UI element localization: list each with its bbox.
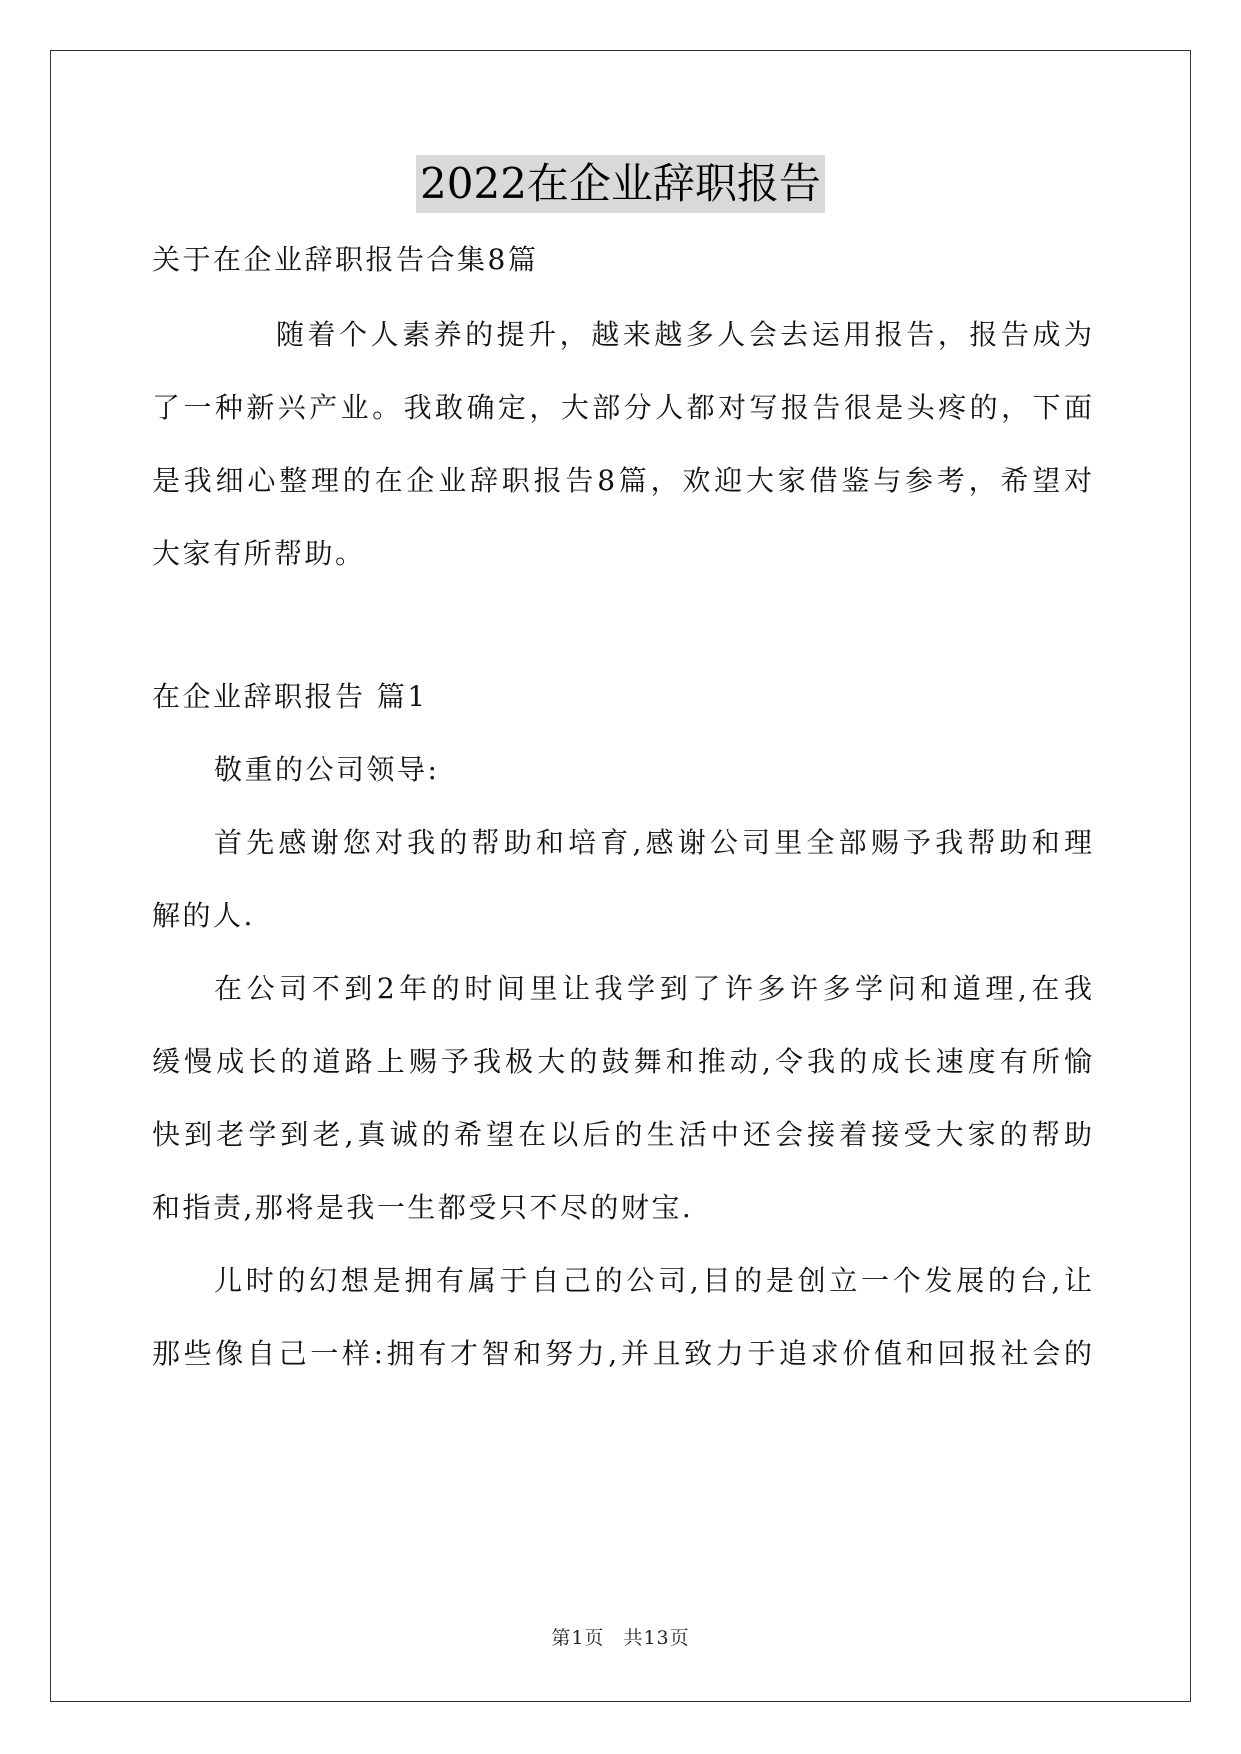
section-heading: 在企业辞职报告 篇1 [152,680,428,713]
page-total: 共13页 [623,1627,690,1649]
document-subtitle: 关于在企业辞职报告合集8篇 [152,243,539,276]
body-line-3: 在公司不到2年的时间里让我学到了许多许多学问和道理,在我 [214,972,1092,1005]
body-line-1: 首先感谢您对我的帮助和培育,感谢公司里全部赐予我帮助和理 [214,826,1092,859]
body-line-8: 那些像自己一样:拥有才智和努力,并且致力于追求价值和回报社会的 [152,1337,1092,1370]
body-line-5: 快到老学到老,真诚的希望在以后的生活中还会接着接受大家的帮助 [152,1118,1092,1151]
page-border [50,50,1191,1702]
salutation: 敬重的公司领导: [214,753,440,786]
body-line-2: 解的人. [152,899,255,932]
page-number: 第1页 [551,1627,605,1649]
title-container [0,155,1241,213]
body-line-4: 缓慢成长的道路上赐予我极大的鼓舞和推动,令我的成长速度有所愉 [152,1045,1092,1078]
intro-line-2: 了一种新兴产业。我敢确定，大部分人都对写报告很是头疼的，下面 [152,391,1092,424]
intro-line-1: 随着个人素养的提升，越来越多人会去运用报告，报告成为 [276,318,1092,351]
page-footer [0,1625,1241,1651]
intro-line-3: 是我细心整理的在企业辞职报告8篇，欢迎大家借鉴与参考，希望对 [152,464,1092,497]
body-line-6: 和指责,那将是我一生都受只不尽的财宝. [152,1191,694,1224]
intro-line-4: 大家有所帮助。 [152,537,366,570]
body-line-7: 儿时的幻想是拥有属于自己的公司,目的是创立一个发展的台,让 [214,1264,1092,1297]
document-title: 2022在企业辞职报告 [416,155,825,213]
